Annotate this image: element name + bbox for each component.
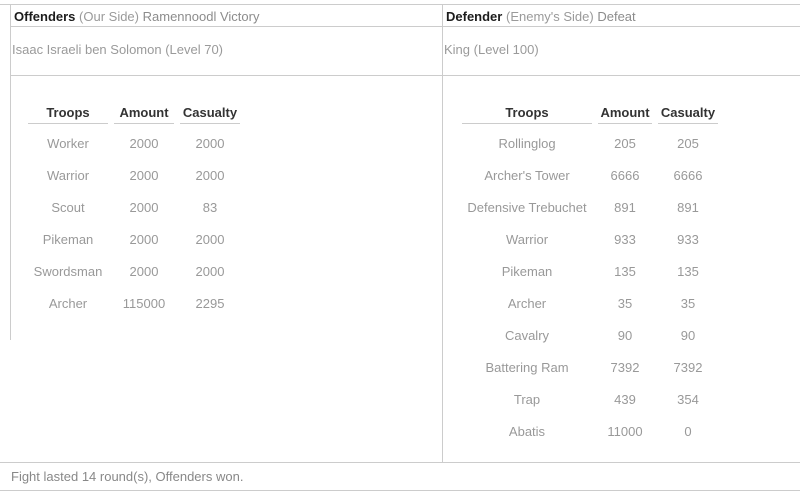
table-header-row (462, 102, 718, 124)
troop-name-cell: Warrior (505, 231, 549, 247)
table-row (28, 194, 240, 220)
bottom-border-line (0, 490, 800, 491)
casualty-cell: 891 (677, 199, 699, 215)
troop-name-cell: Archer (48, 295, 88, 311)
defender-side-label: (Enemy's Side) (505, 9, 594, 24)
amount-cell: 2000 (129, 135, 159, 151)
troop-name-cell: Pikeman (42, 231, 94, 247)
troop-name-cell: Trap (513, 391, 541, 407)
offenders-result-label: Ramennoodl Victory (142, 9, 260, 24)
amount-cell: 891 (614, 199, 636, 215)
casualty-cell: 205 (677, 135, 699, 151)
troop-name-cell: Pikeman (501, 263, 553, 279)
table-row (462, 258, 718, 284)
top-border-line (0, 4, 800, 5)
amount-cell: 439 (614, 391, 636, 407)
casualty-cell: 2000 (195, 135, 225, 151)
troop-name-cell: Battering Ram (485, 359, 569, 375)
table-row (462, 418, 718, 444)
casualty-column-header: Casualty (180, 102, 240, 124)
table-row (462, 226, 718, 252)
amount-column-header: Amount (114, 102, 174, 124)
table-row (462, 162, 718, 188)
table-row (28, 130, 240, 156)
panel-divider-line (442, 4, 443, 463)
amount-cell: 7392 (610, 359, 640, 375)
defender-troops-table (456, 96, 724, 450)
table-row (462, 194, 718, 220)
troop-name-cell: Warrior (46, 167, 90, 183)
table-header-row (28, 102, 240, 124)
amount-cell: 11000 (607, 423, 643, 439)
troop-name-cell: Scout (51, 199, 85, 215)
amount-cell: 90 (617, 327, 633, 343)
amount-cell: 2000 (129, 231, 159, 247)
offender-player-name: Isaac Israeli ben Solomon (Level 70) (12, 42, 224, 57)
casualty-cell: 135 (677, 263, 699, 279)
defender-player-name: King (Level 100) (444, 42, 539, 57)
table-row (462, 290, 718, 316)
offenders-label: Offenders (14, 9, 76, 24)
offenders-troops-table (22, 96, 246, 322)
table-row (28, 162, 240, 188)
casualty-cell: 83 (202, 199, 218, 215)
casualty-column-header: Casualty (658, 102, 718, 124)
table-row (28, 290, 240, 316)
table-row (462, 354, 718, 380)
troop-name-cell: Archer (507, 295, 547, 311)
left-panel-border-line (10, 4, 11, 340)
amount-cell: 933 (614, 231, 636, 247)
casualty-cell: 0 (684, 423, 692, 439)
troops-column-header: Troops (462, 102, 592, 124)
amount-cell: 2000 (129, 199, 159, 215)
casualty-cell: 2000 (195, 231, 225, 247)
footer-divider-line (0, 462, 800, 463)
table-row (28, 258, 240, 284)
title-row-divider-line (10, 26, 800, 27)
amount-cell: 2000 (129, 167, 159, 183)
troop-name-cell: Rollinglog (498, 135, 556, 151)
amount-cell: 6666 (610, 167, 640, 183)
defender-result-label: Defeat (597, 9, 636, 24)
casualty-cell: 6666 (673, 167, 703, 183)
defender-panel-title (446, 9, 636, 24)
troop-name-cell: Abatis (508, 423, 546, 439)
table-row (462, 386, 718, 412)
casualty-cell: 933 (677, 231, 699, 247)
casualty-cell: 90 (680, 327, 696, 343)
fight-summary-text: Fight lasted 14 round(s), Offenders won. (11, 469, 244, 484)
offenders-panel-title (14, 9, 259, 24)
casualty-cell: 7392 (673, 359, 703, 375)
table-row (462, 322, 718, 348)
amount-cell: 205 (614, 135, 636, 151)
troop-name-cell: Defensive Trebuchet (467, 199, 587, 215)
table-row (462, 130, 718, 156)
casualty-cell: 354 (677, 391, 699, 407)
troop-name-cell: Worker (47, 135, 89, 151)
player-row-divider-line (10, 75, 800, 76)
offenders-side-label: (Our Side) (79, 9, 139, 24)
troop-name-cell: Swordsman (33, 263, 103, 279)
table-row (28, 226, 240, 252)
troop-name-cell: Archer's Tower (484, 167, 570, 183)
casualty-cell: 2295 (195, 295, 225, 311)
troop-name-cell: Cavalry (504, 327, 550, 343)
casualty-cell: 2000 (195, 263, 225, 279)
amount-column-header: Amount (598, 102, 652, 124)
casualty-cell: 35 (680, 295, 696, 311)
defender-label: Defender (446, 9, 503, 24)
amount-cell: 135 (614, 263, 636, 279)
casualty-cell: 2000 (195, 167, 225, 183)
amount-cell: 35 (617, 295, 633, 311)
amount-cell: 115000 (122, 295, 166, 311)
amount-cell: 2000 (129, 263, 159, 279)
troops-column-header: Troops (28, 102, 108, 124)
